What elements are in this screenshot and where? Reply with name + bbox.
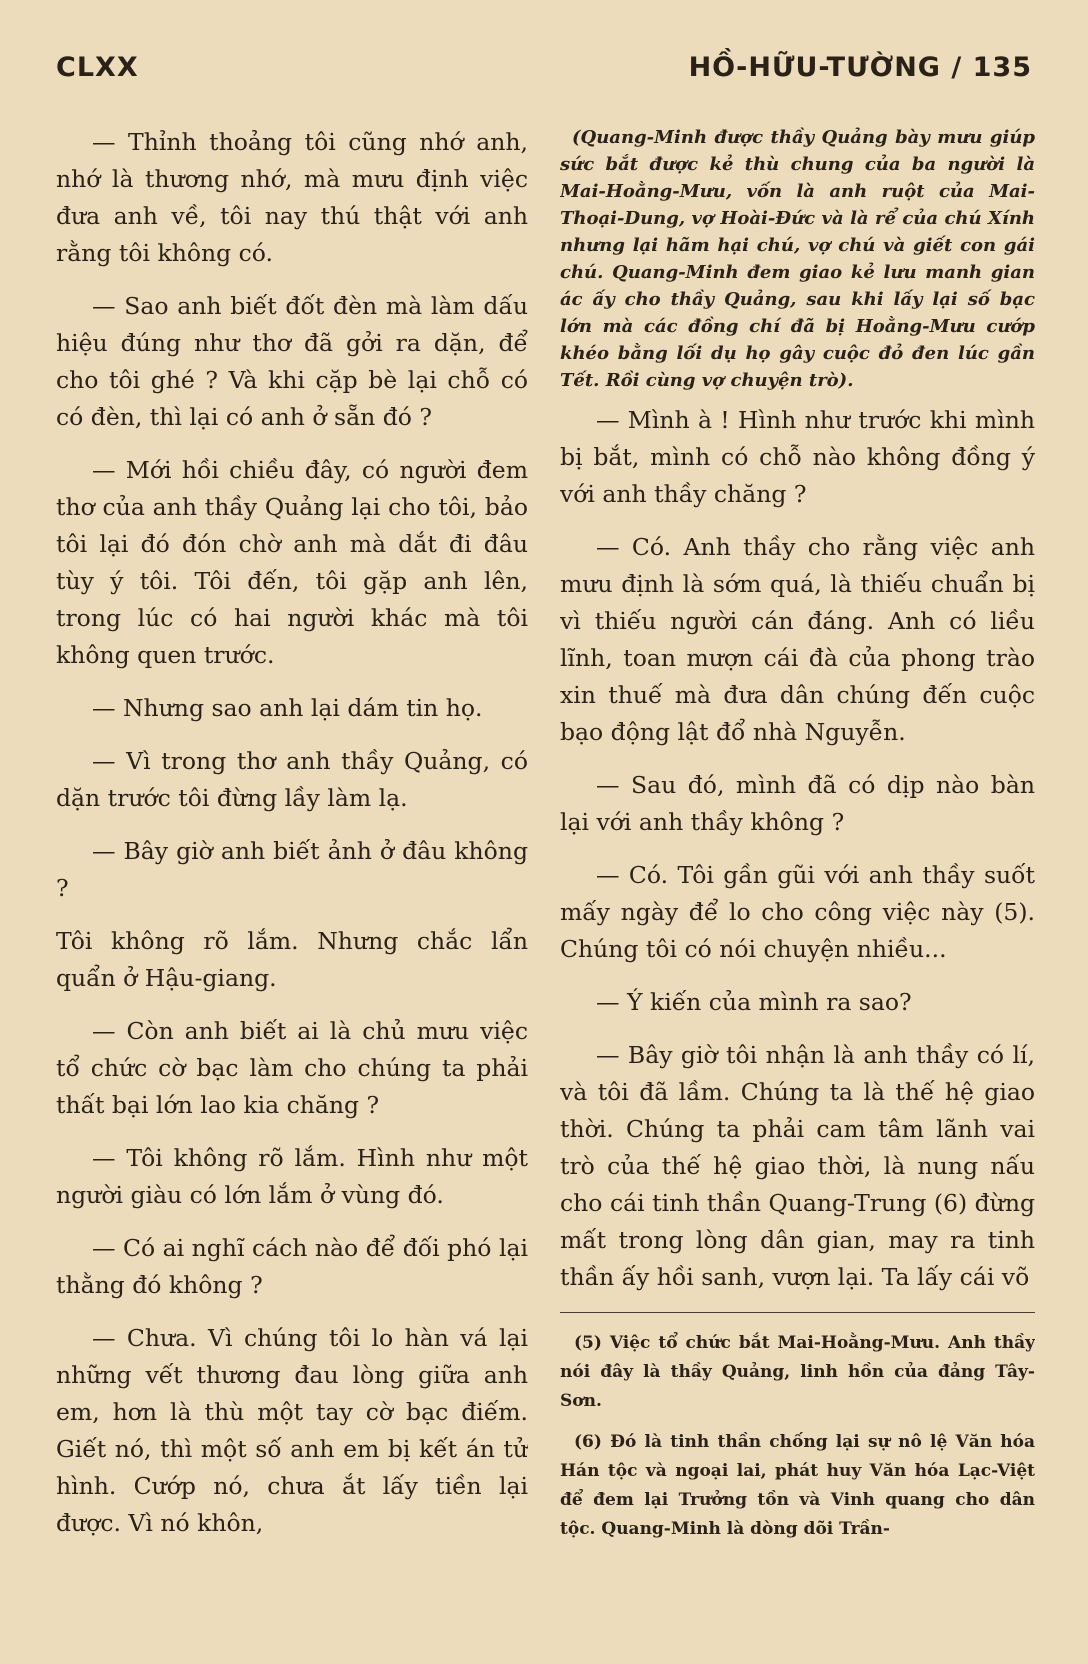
paragraph: — Ý kiến của mình ra sao? xyxy=(596,988,912,1016)
paragraph: — Còn anh biết ai là chủ mưu việc tổ chức cờ bạc làm cho chúng ta phải thất bại lớn lao kia chăng ? xyxy=(56,1017,528,1119)
paragraph: — Chưa. Vì chúng tôi lo hàn vá lại những vết thương đau lòng giữa anh em, hơn là thù một tay cờ bạc điếm. Giết nó, thì một số anh em bị kết án tử hình. Cướp nó, chưa ắt lấy tiền lại được. Vì nó khôn, xyxy=(56,1324,528,1537)
paragraph: Tôi không rõ lắm. Nhưng chắc lẩn quẩn ở Hậu-giang. xyxy=(56,927,528,992)
paragraph: — Vì trong thơ anh thầy Quảng, có dặn trước tôi đừng lầy làm lạ. xyxy=(56,747,528,812)
left-column xyxy=(56,124,528,1658)
paragraph: — Bây giờ anh biết ảnh ở đâu không ? xyxy=(56,837,528,902)
paragraph: — Có ai nghĩ cách nào để đối phó lại thằng đó không ? xyxy=(56,1234,528,1299)
paragraph: — Mới hồi chiều đây, có người đem thơ của anh thầy Quảng lại cho tôi, bảo tôi lại đó đón chờ anh mà dắt đi đâu tùy ý tôi. Tôi đến, tôi gặp anh lên, trong lúc có hai người khác mà tôi không quen trước. xyxy=(56,456,528,669)
author-page-number: HỒ-HỮU-TƯỜNG / 135 xyxy=(688,52,1032,83)
paragraph: — Sao anh biết đốt đèn mà làm dấu hiệu đúng như thơ đã gởi ra dặn, để cho tôi ghé ? Và khi cặp bè lại chỗ có có đèn, thì lại có anh ở sẵn đó ? xyxy=(56,292,528,431)
paragraph: — Bây giờ tôi nhận là anh thầy có lí, và tôi đã lầm. Chúng ta là thế hệ giao thời. Chúng ta phải cam tâm lãnh vai trò của thế hệ giao thời, là nung nấu cho cái tinh thần Quang-Trung (6) đừng mất trong lòng dân gian, may ra tinh thần ấy hồi sanh, vượn lại. Ta lấy cái võ xyxy=(560,1041,1035,1291)
paragraph: — Có. Anh thầy cho rằng việc anh mưu định là sớm quá, là thiếu chuẩn bị vì thiếu người cán đáng. Anh có liều lĩnh, toan mượn cái đà của phong trào xin thuế mà đưa dân chúng đến cuộc bạo động lật đổ nhà Nguyễn. xyxy=(560,533,1035,746)
paragraph: — Có. Tôi gần gũi với anh thầy suốt mấy ngày để lo cho công việc này (5). Chúng tôi có nói chuyện nhiều... xyxy=(560,861,1035,963)
italic-summary: (Quang-Minh được thầy Quảng bày mưu giúp sức bắt được kẻ thù chung của ba người là Mai-Hoằng-Mưu, vốn là anh ruột của Mai-Thoại-Dung, vợ Hoài-Đức và là rể của chú Xính nhưng lại hãm hại chú, vợ chú và giết con gái chú. Quang-Minh đem giao kẻ lưu manh gian ác ấy cho thầy Quảng, sau khi lấy lại số bạc lớn mà các đồng chí đã bị Hoằng-Mưu cướp khéo bằng lối dụ họ gây cuộc đỏ đen lúc gần Tết. Rồi cùng vợ chuyện trò). xyxy=(560,127,1035,391)
page-header xyxy=(56,52,1032,92)
paragraph: — Tôi không rõ lắm. Hình như một người giàu có lớn lắm ở vùng đó. xyxy=(56,1144,528,1209)
paragraph: — Mình à ! Hình như trước khi mình bị bắt, mình có chỗ nào không đồng ý với anh thầy chăng ? xyxy=(560,406,1035,508)
paragraph: — Thỉnh thoảng tôi cũng nhớ anh, nhớ là thương nhớ, mà mưu định việc đưa anh về, tôi nay thú thật với anh rằng tôi không có. xyxy=(56,128,528,267)
paragraph: — Nhưng sao anh lại dám tin họ. xyxy=(92,694,483,722)
chapter-number: CLXX xyxy=(56,52,139,83)
footnote: (6) Đó là tinh thần chống lại sự nô lệ Văn hóa Hán tộc và ngoại lai, phát huy Văn hóa Lạc-Việt để đem lại Trưởng tồn và Vinh quang cho dân tộc. Quang-Minh là dòng dõi Trần- xyxy=(560,1432,1035,1539)
right-column xyxy=(560,124,1035,1658)
footnote-divider xyxy=(560,1312,1035,1313)
paragraph: — Sau đó, mình đã có dịp nào bàn lại với anh thầy không ? xyxy=(560,771,1035,836)
footnote: (5) Việc tổ chức bắt Mai-Hoằng-Mưu. Anh thầy nói đây là thầy Quảng, linh hồn của đảng Tây-Sơn. xyxy=(560,1333,1035,1411)
